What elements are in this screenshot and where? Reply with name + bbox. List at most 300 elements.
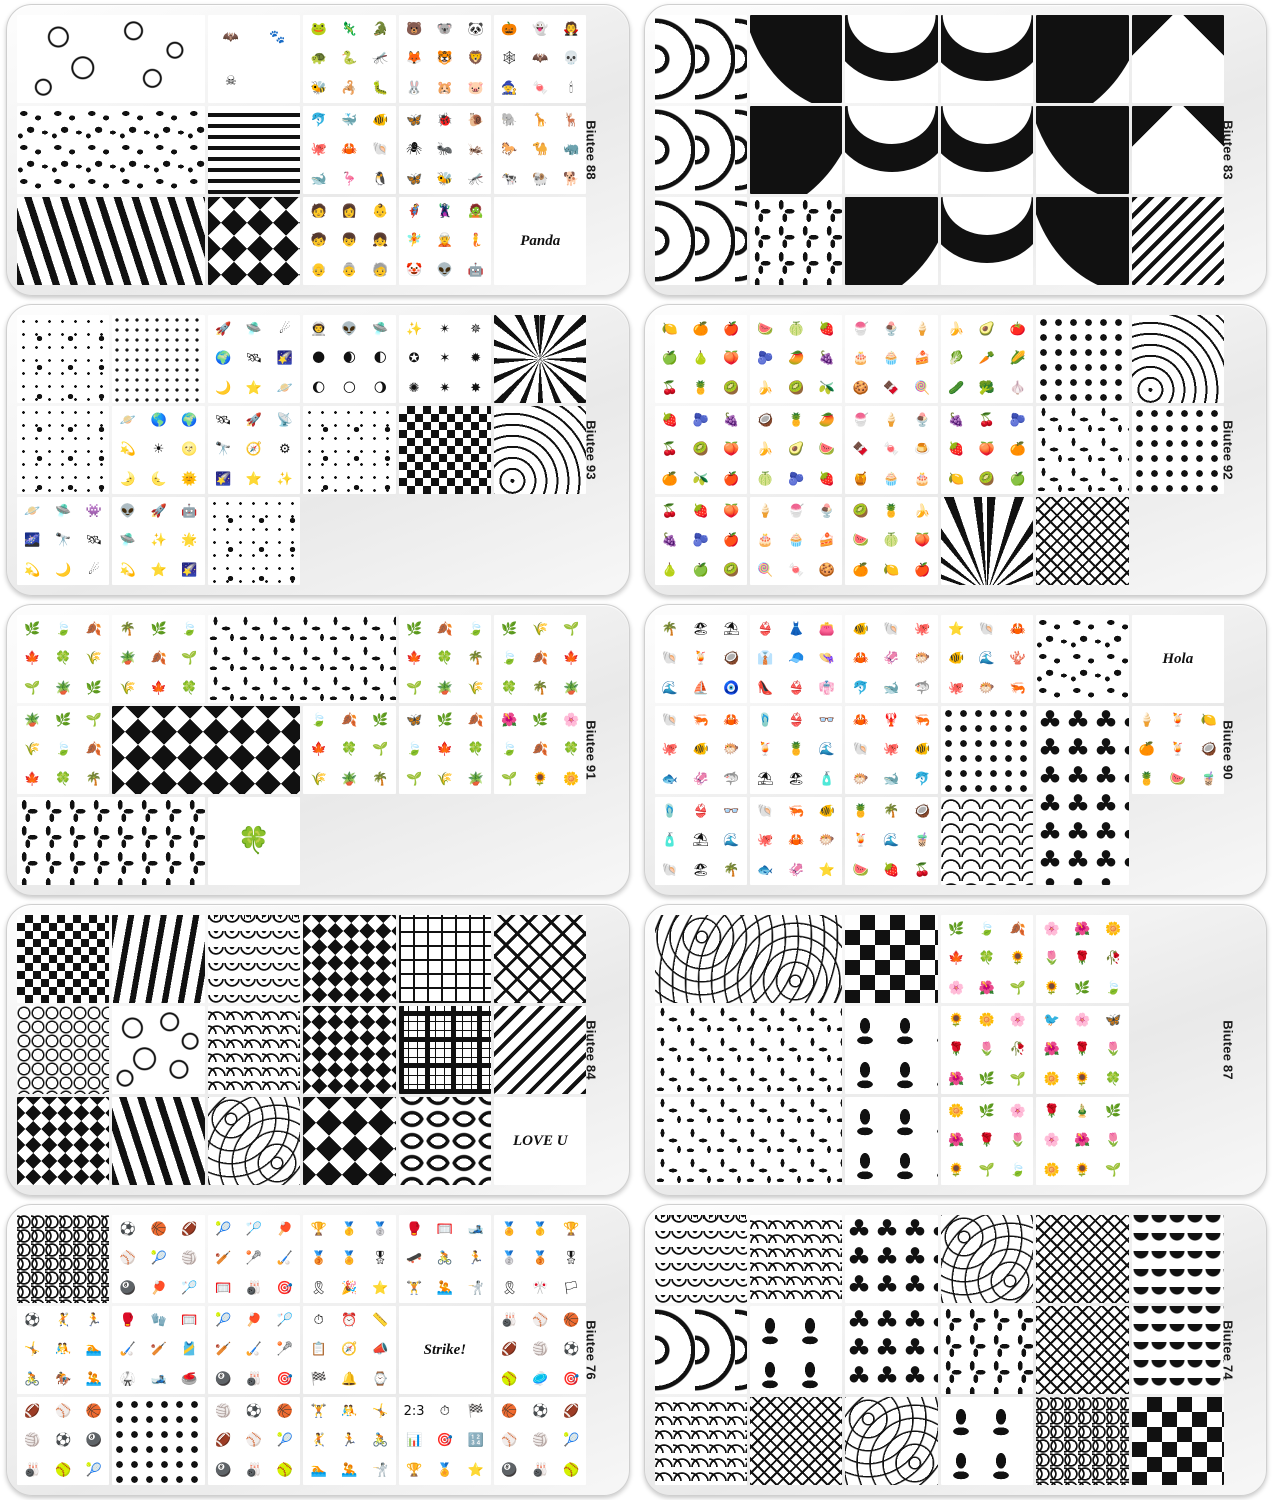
motif-icons <box>845 797 937 885</box>
design-bug-icons <box>399 106 491 194</box>
motif-icon: 🎾 <box>215 1222 232 1238</box>
motif-icon: 🥍 <box>245 1251 263 1267</box>
motif-icon: 🌍 <box>181 413 198 429</box>
motif-icon: ⛵ <box>692 680 709 696</box>
motif-icon: 🔔 <box>341 1371 358 1387</box>
motif-icon: 🐚 <box>883 622 900 638</box>
motif-icons <box>208 406 300 494</box>
motif-icon: 🐡 <box>818 833 835 849</box>
motif-icon: 🐬 <box>852 680 869 696</box>
plate-design-area <box>17 315 587 585</box>
design-scallop-lace-edge <box>1132 1215 1224 1303</box>
motif-icon: 🍃 <box>501 742 518 758</box>
motif-icon: 🍋 <box>1200 713 1217 729</box>
motif-icon: 🌼 <box>978 1013 996 1029</box>
plate-plate-76 <box>6 1204 630 1496</box>
motif-icon: 🏀 <box>276 1404 293 1420</box>
motif-icon: 🫐 <box>692 413 709 429</box>
motif-icon: 🌓 <box>373 351 388 367</box>
design-palm-frond-icons <box>112 615 204 703</box>
motif-icon: 🍨 <box>818 504 835 520</box>
motif-icons <box>303 15 395 103</box>
motif-icon: 🌼 <box>1105 922 1122 938</box>
motif-icon: ☄ <box>279 322 291 338</box>
motif-icon: 🫒 <box>692 471 709 487</box>
motif-icon: 🤡 <box>405 262 423 278</box>
motif-icon: 🍍 <box>852 804 869 820</box>
motif-icon: 🥌 <box>181 1371 198 1387</box>
motif-icon: 🦗 <box>467 142 484 158</box>
motif-icon: 🌿 <box>978 1071 996 1087</box>
design-palm-beach-icons <box>655 615 747 703</box>
motif-icon: 🦀 <box>1009 622 1026 638</box>
motif-icon: 🥥 <box>757 413 774 429</box>
motif-icon: ⚽ <box>532 1404 549 1420</box>
motif-icon: 🌸 <box>1009 1013 1026 1029</box>
motif-icons <box>303 106 395 194</box>
motif-icon: 🍓 <box>883 862 900 878</box>
plate-label: Biutee 90 <box>1220 720 1236 780</box>
design-star-scatter <box>17 315 109 403</box>
design-lace-border-1 <box>655 1215 747 1303</box>
design-leaf-sprig-icons <box>941 915 1033 1003</box>
motif-icon: 🐠 <box>372 113 389 129</box>
motif-icon: 🤾 <box>310 1433 327 1449</box>
motif-icon: 🌷 <box>1009 1133 1026 1149</box>
motif-icon: 🦌 <box>562 113 580 129</box>
motif-icons <box>112 406 204 494</box>
motif-icon: 🐚 <box>978 622 996 638</box>
motif-icon: 🎳 <box>24 1462 41 1478</box>
design-feather-print <box>655 1097 843 1185</box>
motif-icon: 🌷 <box>1105 1042 1122 1058</box>
motif-icon: 🐋 <box>883 771 900 787</box>
design-planet-icons <box>112 406 204 494</box>
motif-icon: 🦟 <box>467 171 484 187</box>
motif-icon: 🤖 <box>467 262 484 278</box>
design-half-french-tip <box>845 106 937 194</box>
motif-icon: 🍀 <box>181 680 198 696</box>
motif-icon: 👦 <box>341 233 358 249</box>
motif-icon: 👙 <box>692 804 709 820</box>
motif-icon: 🤖 <box>181 504 198 520</box>
motif-icon: 🐞 <box>436 113 453 129</box>
motif-icon: 🛸 <box>245 322 263 338</box>
motif-icon: 🍊 <box>1009 442 1026 458</box>
motif-icons <box>112 497 204 585</box>
motif-icon: 🐙 <box>757 833 774 849</box>
motif-icon: 🍌 <box>948 322 965 338</box>
motif-icon: 🏆 <box>562 1222 580 1238</box>
motif-icon: 🩴 <box>661 804 678 820</box>
motif-icon: 🍒 <box>914 862 931 878</box>
motif-icon: 🐄 <box>501 171 518 187</box>
motif-icon: 🌴 <box>883 804 900 820</box>
motif-icon: 🍅 <box>1009 322 1026 338</box>
motif-icons <box>208 15 300 103</box>
design-crescent-moon <box>1036 15 1128 103</box>
motif-icon: ✪ <box>408 351 420 367</box>
design-chevron-knit-texture <box>17 1097 109 1185</box>
motif-icon: 🦐 <box>914 713 931 729</box>
motif-icon: 🎯 <box>562 1371 580 1387</box>
motif-icons <box>845 406 937 494</box>
motif-icon: 🌠 <box>215 471 232 487</box>
motif-icon: 🥋 <box>119 1371 136 1387</box>
plate-design-area <box>655 615 1225 885</box>
motif-icon: 🌾 <box>467 680 484 696</box>
motif-icon: 📏 <box>372 1313 389 1329</box>
design-scoreboard-icons <box>399 1397 491 1485</box>
motif-icon: 🍂 <box>532 651 549 667</box>
motif-icon: 🍓 <box>818 471 835 487</box>
motif-icon: 🍍 <box>883 504 900 520</box>
design-crescent-stars <box>208 497 300 585</box>
motif-icon: 🦁 <box>467 51 484 67</box>
plate-design-area <box>655 15 1225 285</box>
motif-icon: 🥊 <box>119 1313 136 1329</box>
motif-icon: ✴ <box>439 322 451 338</box>
motif-icons <box>1036 1097 1128 1185</box>
motif-icons <box>750 406 842 494</box>
design-saturn-icons <box>17 497 109 585</box>
motif-icon: 🍂 <box>341 713 358 729</box>
motif-icon: 🌿 <box>501 622 518 638</box>
design-mesh-lace-print <box>1036 1215 1128 1303</box>
design-love-u-diamond <box>494 1097 586 1185</box>
motif-icon: ⚽ <box>55 1433 72 1449</box>
motif-icon: 🌼 <box>562 771 580 787</box>
motif-icons <box>303 1306 395 1394</box>
design-small-leaf-print <box>655 1006 843 1094</box>
motif-icon: 🍀 <box>467 742 484 758</box>
motif-icon: 🏆 <box>405 1462 423 1478</box>
design-leopard-spot-print <box>1036 615 1128 703</box>
motif-icon: 🍁 <box>436 742 453 758</box>
motif-icon: 🍬 <box>883 442 900 458</box>
design-diamond-mesh-print <box>1036 1306 1128 1394</box>
motif-icon: 🌿 <box>1074 980 1091 996</box>
motif-icon: 🦇 <box>222 29 240 45</box>
motif-icons <box>941 406 1033 494</box>
motif-icon: 🏈 <box>501 1342 518 1358</box>
design-mermaid-scale-print <box>941 797 1033 885</box>
design-diamond-chevron-border <box>303 1006 395 1094</box>
design-melon-icons <box>750 315 842 403</box>
motif-icon: 🏅 <box>501 1222 518 1238</box>
motif-icons <box>399 615 491 703</box>
motif-icon: 🏊 <box>85 1342 103 1358</box>
motif-icon: 🦑 <box>692 771 709 787</box>
design-leaf-icons-1 <box>17 615 109 703</box>
motif-icon: 👩 <box>341 204 358 220</box>
motif-icon: 🌿 <box>436 713 453 729</box>
motif-icon: 🍃 <box>501 651 518 667</box>
motif-icon: 🌿 <box>55 713 72 729</box>
motif-icon: 🥅 <box>436 1222 453 1238</box>
design-baroque-border <box>750 1306 842 1394</box>
motif-icon: 🎾 <box>562 1433 580 1449</box>
motif-icon: 👨‍🚀 <box>310 322 327 338</box>
motif-icon: 🔭 <box>55 533 72 549</box>
motif-icon: 🎳 <box>245 1280 263 1296</box>
design-cherry-icons <box>655 497 747 585</box>
motif-icons <box>208 315 300 403</box>
design-wavy-lines-2 <box>655 106 747 194</box>
motif-icon: 🐕 <box>562 171 580 187</box>
motif-icon: 🌱 <box>405 771 423 787</box>
design-tropical-icons <box>845 797 937 885</box>
motif-icon: 🦇 <box>532 51 549 67</box>
motif-icon: 🫐 <box>692 533 709 549</box>
design-crescent-moon-2 <box>1036 106 1128 194</box>
plate-label: Biutee 74 <box>1220 1320 1236 1380</box>
motif-icon: 🥈 <box>501 1251 518 1267</box>
motif-icon: 🍁 <box>24 771 41 787</box>
motif-icon: 🥍 <box>276 1342 293 1358</box>
design-firework-burst <box>494 406 586 494</box>
motif-icon: 👧 <box>372 233 389 249</box>
motif-icon: 🎂 <box>852 351 869 367</box>
motif-icon: 🌊 <box>818 742 835 758</box>
motif-icon: 🍊 <box>852 562 869 578</box>
motif-icons <box>208 797 300 885</box>
motif-icon: ⚾ <box>245 1433 263 1449</box>
motif-icon: 🎾 <box>276 1433 293 1449</box>
design-ginkgo-icons <box>303 706 395 794</box>
motif-lettering: LOVE U <box>512 1132 568 1149</box>
motif-icon: 🌺 <box>948 1133 965 1149</box>
motif-icon: 🐜 <box>436 142 453 158</box>
motif-icon: 🤼 <box>55 1342 72 1358</box>
design-pebble-texture <box>17 15 205 103</box>
motif-icon: 💫 <box>119 562 136 578</box>
motif-icon: ⭐ <box>372 1280 389 1296</box>
motif-icon: 🧋 <box>914 833 931 849</box>
motif-icon: ⭐ <box>467 1462 484 1478</box>
motif-icon: 🏏 <box>215 1251 232 1267</box>
motif-icon: 🌿 <box>948 922 965 938</box>
motif-icon: 🍉 <box>757 322 774 338</box>
motif-icon: 🍫 <box>852 442 869 458</box>
design-hola-lettering <box>1132 615 1224 703</box>
motif-icon: 🐙 <box>661 742 678 758</box>
motif-icon: 🥒 <box>948 380 965 396</box>
design-banana-icons <box>941 315 1033 403</box>
motif-icon: 👴 <box>310 262 327 278</box>
motif-icon: ✨ <box>150 533 167 549</box>
design-stripe-print <box>208 106 300 194</box>
motif-icon: 🎱 <box>501 1462 518 1478</box>
motif-icon: 🍭 <box>757 562 774 578</box>
motif-icon: 🍁 <box>24 651 41 667</box>
motif-icon: 🌹 <box>1074 951 1091 967</box>
motif-icon: 👽 <box>341 322 358 338</box>
motif-icon: 🌿 <box>405 622 423 638</box>
motif-icon: 🍏 <box>692 562 709 578</box>
motif-icon: 🦏 <box>562 142 580 158</box>
motif-icon: 🍀 <box>562 742 580 758</box>
motif-icon: 📊 <box>405 1433 423 1449</box>
motif-icon: 🏊 <box>310 1462 327 1478</box>
motif-icon: 🍊 <box>692 322 709 338</box>
design-heart-lace-panel <box>845 1397 937 1485</box>
motif-icon: 🧭 <box>245 442 263 458</box>
design-animal-silhouette-bat <box>208 15 300 103</box>
motif-icon: 🍃 <box>55 742 72 758</box>
motif-icon: 🍀 <box>501 680 518 696</box>
motif-icon: 👗 <box>788 622 805 638</box>
motif-icon: 🧋 <box>1200 771 1217 787</box>
motif-icon: 🚀 <box>215 322 232 338</box>
motif-icon: 🌿 <box>24 622 41 638</box>
design-pineapple-print <box>941 706 1033 794</box>
motif-icon: 🍧 <box>852 322 869 338</box>
motif-icon: 🌴 <box>119 622 136 638</box>
design-tropical-foliage-print <box>17 797 205 885</box>
motif-icon: 🤼 <box>341 1404 358 1420</box>
motif-icons <box>1132 706 1224 794</box>
motif-icon: 🐷 <box>467 80 484 96</box>
motif-icons <box>750 615 842 703</box>
motif-icon: 🍉 <box>1169 771 1186 787</box>
motif-icon: 🤽 <box>436 1280 453 1296</box>
motif-icon: 🐚 <box>372 142 389 158</box>
motif-icon: 🧁 <box>883 471 900 487</box>
motif-icon: 📋 <box>310 1342 327 1358</box>
motif-icon: 🫐 <box>788 471 805 487</box>
motif-icon: 👻 <box>532 22 549 38</box>
motif-icon: 🌍 <box>215 351 232 367</box>
motif-icon: 🦀 <box>723 713 740 729</box>
motif-icon: 🪐 <box>276 380 293 396</box>
motif-icon: 🌖 <box>373 380 388 396</box>
design-stone-wall-texture <box>112 1006 204 1094</box>
design-rain-dots <box>1132 406 1224 494</box>
motif-icons <box>655 406 747 494</box>
motif-icon: 🍨 <box>914 413 931 429</box>
design-constellation-icons <box>399 315 491 403</box>
motif-icon: 🎖 <box>562 1251 580 1267</box>
motif-icon: 🍑 <box>978 442 996 458</box>
motif-icon: ⭐ <box>818 862 835 878</box>
motif-icon: 🧿 <box>723 680 740 696</box>
design-floral-sprig-icons <box>494 706 586 794</box>
motif-icon: 🌷 <box>1105 1133 1122 1149</box>
design-v-french-tip <box>941 15 1033 103</box>
motif-icon: 🚀 <box>150 504 167 520</box>
motif-icon: 🌻 <box>948 1013 965 1029</box>
motif-icon: 🎿 <box>467 1222 484 1238</box>
motif-icon: 🍊 <box>661 471 678 487</box>
motif-icon: 🍧 <box>852 413 869 429</box>
motif-icon: 🐰 <box>405 80 423 96</box>
motif-icon: 🥝 <box>692 442 709 458</box>
motif-icon: 🌱 <box>1009 980 1026 996</box>
design-swimsuit-icons <box>750 615 842 703</box>
motif-icon: ☀ <box>152 442 165 458</box>
motif-icon: 🧴 <box>818 771 835 787</box>
motif-icon: 🥎 <box>276 1462 293 1478</box>
motif-icon: 🌻 <box>1009 951 1026 967</box>
motif-icon: 🍹 <box>1169 713 1186 729</box>
motif-icon: 🍨 <box>883 322 900 338</box>
motif-icon: 🥥 <box>723 651 740 667</box>
motif-icon: 🎿 <box>150 1371 167 1387</box>
motif-icon: 🥎 <box>501 1371 518 1387</box>
motif-icon: 🧤 <box>150 1313 167 1329</box>
motif-icon: 🍋 <box>948 471 965 487</box>
motif-icon: 🥝 <box>723 562 740 578</box>
motif-icon: 🎳 <box>245 1462 263 1478</box>
motif-icon: 🥊 <box>405 1222 423 1238</box>
plate-design-area <box>17 1215 587 1485</box>
motif-icon: 🍓 <box>692 504 709 520</box>
motif-icon: 🏋 <box>405 1280 423 1296</box>
motif-icon: 🪴 <box>436 680 453 696</box>
motif-icon: 🏐 <box>532 1433 549 1449</box>
motif-icon: 🦋 <box>405 171 423 187</box>
motif-icon: 🥥 <box>1200 742 1217 758</box>
motif-icon: 🦎 <box>341 22 358 38</box>
motif-icon: 🧛 <box>562 22 580 38</box>
design-geometric-tile-print <box>112 706 300 794</box>
motif-icon: 🥎 <box>55 1462 72 1478</box>
motif-icon: 🥑 <box>788 442 805 458</box>
motif-icons <box>1036 1006 1128 1094</box>
motif-icon: 🍰 <box>914 351 931 367</box>
motif-icon: 🌴 <box>467 651 484 667</box>
motif-icon: 🌺 <box>1074 922 1091 938</box>
motif-icon: 🍁 <box>150 680 167 696</box>
design-astronaut-icons <box>303 315 395 403</box>
motif-icon: 🐍 <box>341 51 358 67</box>
design-panda-label-cell <box>494 197 586 285</box>
motif-icon: ⏰ <box>341 1313 358 1329</box>
motif-icon: 👵 <box>341 262 358 278</box>
plate-label: Biutee 84 <box>583 1020 599 1080</box>
motif-icons <box>750 797 842 885</box>
motif-icon: 💀 <box>562 51 580 67</box>
motif-icon: 🎍 <box>1074 1104 1091 1120</box>
motif-icon: 🍃 <box>55 622 72 638</box>
motif-icon: 🌌 <box>24 533 41 549</box>
motif-icon: 🍧 <box>788 504 805 520</box>
motif-icon: 🏅 <box>436 1462 453 1478</box>
motif-icon: 🥭 <box>788 351 805 367</box>
motif-icon: 🍐 <box>661 562 678 578</box>
motif-icons <box>399 1397 491 1485</box>
design-dumbbell-icons <box>303 1397 395 1485</box>
motif-icon: ✺ <box>408 380 420 396</box>
motif-icon: 🍃 <box>181 622 198 638</box>
motif-icon: 🍑 <box>723 442 740 458</box>
motif-icon: 🐙 <box>310 142 327 158</box>
motif-icon: 🦩 <box>341 171 358 187</box>
motif-icon: 🏈 <box>24 1404 41 1420</box>
motif-icon: 🎱 <box>215 1371 232 1387</box>
motif-icon: ⛱ <box>757 771 774 787</box>
motif-icons <box>112 1306 204 1394</box>
motif-icon: 🍍 <box>692 380 709 396</box>
motif-icon: 🤺 <box>372 1462 389 1478</box>
design-dotted-chevron <box>1132 197 1224 285</box>
motif-icon: 🌹 <box>1043 1104 1060 1120</box>
motif-icons <box>845 706 937 794</box>
motif-icon: 🎉 <box>341 1280 358 1296</box>
motif-icon: 👙 <box>757 622 774 638</box>
motif-icon: 🦋 <box>1105 1013 1122 1029</box>
